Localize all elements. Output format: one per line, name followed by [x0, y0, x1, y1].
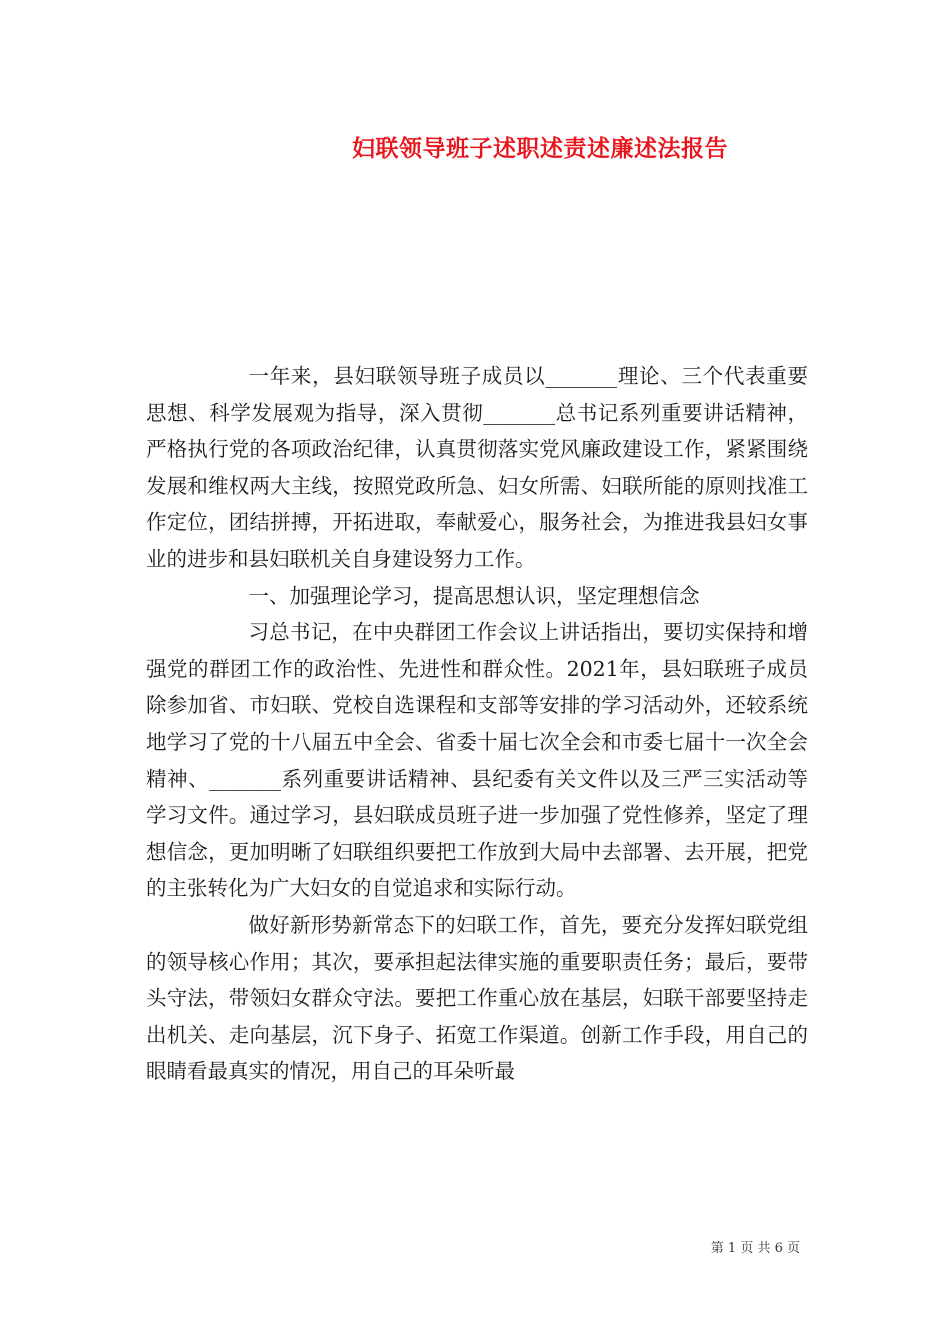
paragraph-work: 做好新形势新常态下的妇联工作，首先，要充分发挥妇联党组的领导核心作用；其次，要承担起法律实施的重要职责任务；最后，要带头守法，带领妇女群众守法。要把工作重心放在基层，妇联干部要坚持走出机关、走向基层，沉下身子、拓宽工作渠道。创新工作手段，用自己的眼睛看最真实的情况，用自己的耳朵听最: [146, 912, 808, 1084]
document-body: [146, 358, 808, 1090]
paragraph-study: 习总书记，在中央群团工作会议上讲话指出，要切实保持和增强党的群团工作的政治性、先进性和群众性。2021年，县妇联班子成员除参加省、市妇联、党校自选课程和支部等安排的学习活动外，还较系统地学习了党的十八届五中全会、省委十届七次全会和市委七届十一次全会精神、_______系列重要讲话精神、县纪委有关文件以及三严三实活动等学习文件。通过学习，县妇联成员班子进一步加强了党性修养，坚定了理想信念，更加明晰了妇联组织要把工作放到大局中去部署、去开展，把党的主张转化为广大妇女的自觉追求和实际行动。: [146, 620, 808, 901]
document-title: 妇联领导班子述职述责述廉述法报告: [352, 135, 728, 162]
section-heading-1: 一、加强理论学习，提高思想认识，坚定理想信念: [248, 583, 700, 608]
page-number: 第 1 页 共 6 页: [710, 1241, 800, 1256]
paragraph-intro: 一年来，县妇联领导班子成员以_______理论、三个代表重要思想、科学发展观为指导，深入贯彻_______总书记系列重要讲话精神，严格执行党的各项政治纪律，认真贯彻落实党风廉政建设工作，紧紧围绕发展和维权两大主线，按照党政所急、妇女所需、妇联所能的原则找准工作定位，团结拼搏，开拓进取，奉献爱心，服务社会，为推进我县妇女事业的进步和县妇联机关自身建设努力工作。: [146, 364, 808, 571]
